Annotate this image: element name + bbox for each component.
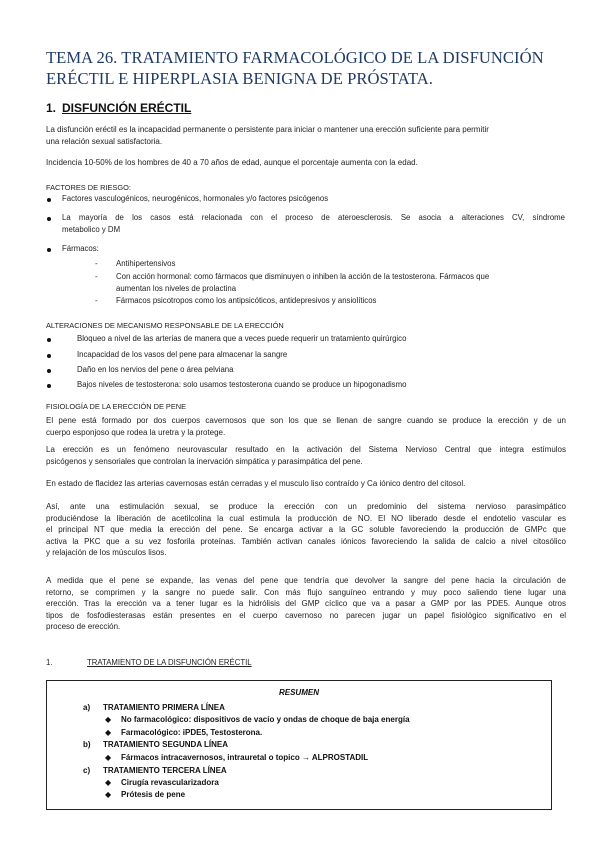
p5-line-3: erección. Tras la erección va a tener lugar es la hidrólisis del GMP cíclico que va a pasar a GMP por las PDE5. Aunque otros — [46, 599, 566, 608]
alterations-heading: ALTERACIONES DE MECANISMO RESPONSABLE DE LA ERECCIÓN — [46, 321, 284, 330]
p4-line-4: activa la PKC que a su vez fosforila proteínas. También activan canales iónicos favoreciendo la salida de calcio a nivel citosólico — [46, 536, 566, 546]
section-number: 1. — [46, 658, 53, 667]
physiology-paragraph-3: En estado de flacidez las arterias cavernosas están cerradas y el musculo liso contraído y Ca iónico dentro del citosol. — [46, 479, 466, 488]
definition-line-2: una relación sexual satisfactoria. — [46, 136, 163, 146]
physiology-paragraph-4 — [46, 501, 566, 559]
alteration-item-2: Incapacidad de los vasos del pene para almacenar la sangre — [77, 350, 288, 359]
alteration-item-3: Daño en los nervios del pene o área pelviana — [77, 365, 234, 374]
drug-sub-2-line-2: aumentan los niveles de prolactina — [116, 283, 237, 293]
p1-line-1: El pene está formado por dos cuerpos cavernosos que son los que se llenan de sangre cuando se produce la erección y de un — [46, 416, 566, 425]
bullet-icon — [47, 338, 51, 342]
section-number: 1. — [46, 101, 57, 115]
third-line-item-1: Cirugía revascularizadora — [121, 778, 219, 787]
risk-item-2-line-1: La mayoría de los casos está relacionada con el proceso de ateroesclerosis. Se asocia a alteraciones CV, síndrome — [62, 213, 565, 222]
p5-line-5: proceso de erección. — [46, 622, 121, 631]
bullet-icon — [47, 217, 51, 221]
diamond-bullet-icon: ◆ — [105, 778, 112, 787]
physiology-paragraph-5 — [46, 575, 566, 633]
section-label: DISFUNCIÓN ERÉCTIL — [62, 101, 192, 115]
summary-title: RESUMEN — [278, 688, 319, 697]
section-label: TRATAMIENTO DE LA DISFUNCIÓN ERÉCTIL — [87, 658, 252, 667]
diamond-bullet-icon: ◆ — [105, 715, 112, 724]
p4-line-2: produciéndose la liberación de acetilcolina la cual estimula la producción de NO. El NO liberado desde el endotelio vascular es — [46, 513, 566, 523]
p5-line-2: retorno, se comprimen y la sangre no puede salir. Con más flujo sanguíneo entrando y muy poco saliendo tiene lugar una — [46, 587, 566, 597]
title-line-2: ERÉCTIL E HIPERPLASIA BENIGNA DE PRÓSTATA. — [46, 69, 433, 88]
summary-box — [46, 680, 552, 810]
diamond-bullet-icon: ◆ — [105, 728, 112, 737]
section-heading-disfuncion — [46, 101, 191, 115]
incidence-paragraph: Incidencia 10-50% de los hombres de 40 a 70 años de edad, aunque el porcentaje aumenta con la edad. — [46, 158, 418, 167]
title-line-1: TEMA 26. TRATAMIENTO FARMACOLÓGICO DE LA DISFUNCIÓN — [46, 48, 544, 67]
physiology-heading: FISIOLOGÍA DE LA ERECCIÓN DE PENE — [46, 402, 187, 411]
item-letter: a) — [83, 703, 91, 712]
page-title — [46, 47, 566, 89]
bullet-icon — [47, 248, 51, 252]
physiology-paragraph-1 — [46, 415, 566, 438]
dash-icon: - — [95, 296, 98, 305]
definition-line-1: La disfunción eréctil es la incapacidad permanente o persistente para iniciar o mantener una erección suficiente para permitir — [46, 125, 489, 134]
risk-factors-heading: FACTORES DE RIESGO: — [46, 183, 131, 192]
first-line-title: TRATAMIENTO PRIMERA LÍNEA — [103, 703, 225, 712]
p5-line-4: tipos de fosfodiesterasas están presentes en el cuerpo cavernoso no parecen jugar un papel fisiológico significativo en el — [46, 610, 566, 620]
alteration-item-1: Bloqueo a nivel de las arterias de manera que a veces puede requerir un tratamiento quirúrgico — [77, 334, 407, 343]
second-line-title: TRATAMIENTO SEGUNDA LÍNEA — [103, 740, 229, 749]
section-heading-tratamiento — [46, 658, 252, 667]
bullet-icon — [47, 354, 51, 358]
third-line-title: TRATAMIENTO TERCERA LÍNEA — [103, 766, 227, 775]
drug-sub-1: Antihipertensivos — [116, 259, 176, 268]
risk-item-2-line-2: metabolico y DM — [62, 224, 121, 234]
alteration-item-4: Bajos niveles de testosterona: solo usamos testosterona cuando se produce un hipogonadismo — [77, 380, 407, 389]
bullet-icon — [47, 369, 51, 373]
risk-item-2 — [62, 212, 565, 235]
item-letter: c) — [83, 766, 91, 775]
bullet-icon — [47, 384, 51, 388]
third-line-item-2: Prótesis de pene — [121, 790, 186, 799]
drug-sub-2 — [116, 271, 566, 294]
p4-line-1: Así, ante una estimulación sexual, se produce la erección con un predominio del sistema nervioso parasimpático — [46, 502, 566, 511]
p2-line-1: La erección es un fenómeno neurovascular resultado en la activación del Sistema Nervioso Central que integra estímulos — [46, 445, 566, 454]
item-letter: b) — [83, 740, 91, 749]
drug-sub-2-line-1: Con acción hormonal: como fármacos que disminuyen o inhiben la acción de la testosterona. Fármacos que — [116, 272, 490, 281]
p4-line-5: y relajación de los músculos lisos. — [46, 548, 167, 557]
p5-line-1: A medida que el pene se expande, las venas del pene que tendría que devolver la sangre del pene hacia la circulación de — [46, 576, 566, 585]
dash-icon: - — [95, 272, 98, 281]
second-line-item-1: Fármacos intracavernosos, intrauretal o topico → ALPROSTADIL — [121, 753, 369, 762]
p1-line-2: cuerpo esponjoso que rodea la uretra y la protege. — [46, 427, 226, 437]
p4-line-3: el principal NT que media la erección del pene. Se encarga activar a la GC soluble favoreciendo la producción de GMPc que — [46, 525, 566, 534]
diamond-bullet-icon: ◆ — [105, 753, 112, 762]
drug-sub-3: Fármacos psicotropos como los antipsicóticos, antidepresivos y ansiolíticos — [116, 296, 377, 305]
risk-item-1: Factores vasculogénicos, neurogénicos, hormonales y/o factores psicógenos — [62, 194, 329, 203]
risk-item-3: Fármacos: — [62, 244, 99, 253]
physiology-paragraph-2 — [46, 444, 566, 467]
dash-icon: - — [95, 259, 98, 268]
first-line-item-2: Farmacológico: iPDE5, Testosterona. — [121, 728, 263, 737]
bullet-icon — [47, 198, 51, 202]
p2-line-2: psicógenos y sensoriales que controlan la inervación simpática y parasimpática del pene. — [46, 456, 363, 466]
definition-paragraph — [46, 124, 566, 147]
first-line-item-1: No farmacológico: dispositivos de vacío y ondas de choque de baja energía — [121, 715, 410, 724]
diamond-bullet-icon: ◆ — [105, 790, 112, 799]
